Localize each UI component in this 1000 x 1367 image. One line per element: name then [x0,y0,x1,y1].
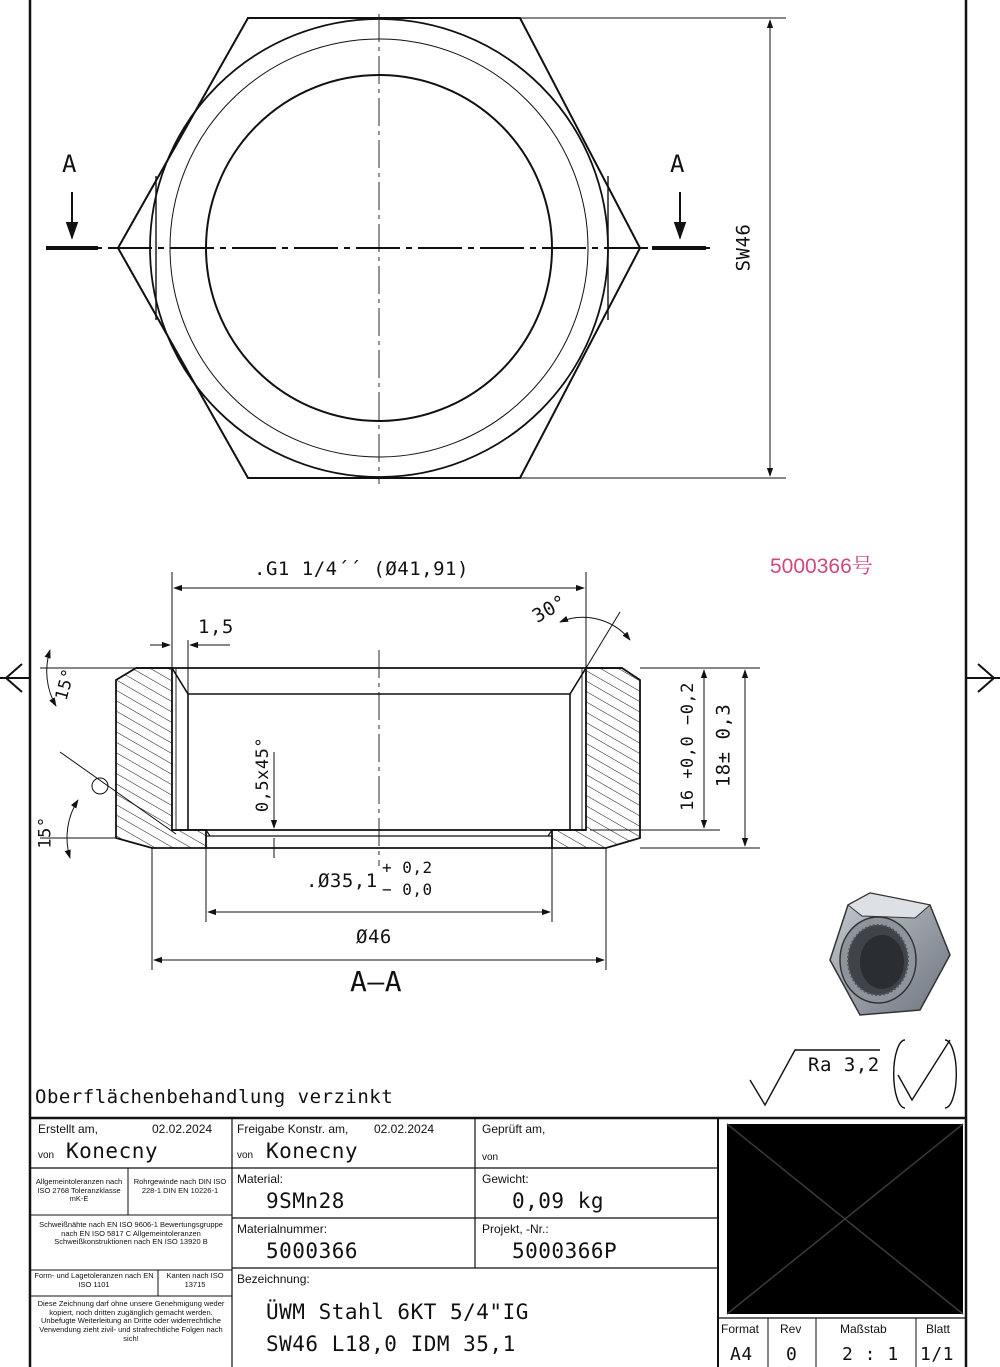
dim-angle-left-bottom: 15° [35,816,56,849]
dim-bore-diameter: .Ø35,1 [306,870,378,892]
checked-von: von [482,1152,499,1163]
material-value: 9SMn28 [266,1189,345,1213]
format-value: A4 [730,1344,753,1365]
release-von: von [237,1150,254,1161]
part-number-stamp: 5000366号 [770,555,873,578]
weld-note: Schweißnähte nach EN ISO 9606-1 Bewertungsgruppe nach EN ISO 5817 C Allgemeintoleranzen Schweißkonstruktionen nach EN ISO 13920 B [39,1220,223,1247]
created-von: von [38,1150,55,1161]
created-date: 02.02.2024 [152,1122,213,1136]
copyright-note: Diese Zeichnung darf ohne unsere Genehmigung weder kopiert, noch dritten zugänglich gemacht werden. Unbefugte Weiterleitung an Dritte oder widerrechtliche Verwendung zieht zivil- und strafrechtliche Folgen nach sich! [37,1299,225,1343]
designation-line-1: ÜWM Stahl 6KT 5/4"IG [266,1300,529,1324]
sheet-label: Blatt [926,1322,951,1336]
release-label: Freigabe Konstr. am, [237,1122,349,1136]
created-label: Erstellt am, [38,1122,99,1136]
form-tolerance: Form- und Lagetoleranzen nach EN ISO 1101 [34,1271,154,1289]
project-label: Projekt, -Nr.: [482,1222,549,1236]
dim-bore-tol-lower: − 0,0 [382,880,433,899]
matno-value: 5000366 [266,1239,359,1263]
dim-outer-diameter: Ø46 [356,926,392,948]
section-marker-left: A [62,150,77,178]
weight-value: 0,09 kg [512,1189,605,1213]
roughness-general-icon [894,1040,957,1108]
dim-height-inner: 16 +0,0 −0,2 [677,682,698,811]
designation-label: Bezeichnung: [237,1272,310,1286]
section-label: A–A [350,965,403,998]
rev-label: Rev [780,1322,802,1336]
scale-label: Maßstab [840,1322,887,1336]
section-marker-right: A [670,150,685,178]
dim-chamfer-width: 1,5 [198,616,234,638]
dimension-bore-35-1 [206,848,552,922]
dim-bore-tol-upper: + 0,2 [382,858,433,877]
dim-across-flats: SW46 [732,223,755,272]
top-view-hexagon [46,14,710,484]
edges-note: Kanten nach ISO 13715 [166,1271,224,1289]
tolerance-thread: Rohrgewinde nach DIN ISO 228-1 DIN EN 10226-1 [133,1177,227,1195]
logo-placeholder [727,1124,963,1314]
centering-mark-left [0,664,30,692]
dim-height-total: 18± 0,3 [712,703,735,788]
project-value: 5000366P [512,1239,618,1263]
sheet-value: 1/1 [920,1344,955,1365]
dimension-height-18 [640,668,760,848]
checked-label: Geprüft am, [482,1122,546,1136]
release-date: 02.02.2024 [374,1122,435,1136]
matno-label: Materialnummer: [237,1222,328,1236]
section-view [116,650,640,866]
designation-line-2: SW46 L18,0 IDM 35,1 [266,1332,516,1356]
dim-angle-left-top: 15° [51,666,80,703]
format-label: Format [721,1322,760,1336]
dimension-outer-46 [152,848,606,970]
dimension-angle-30 [560,612,630,668]
weight-label: Gewicht: [482,1172,529,1186]
roughness-value: Ra 3,2 [808,1054,880,1076]
surface-treatment: Oberflächenbehandlung verzinkt [35,1086,394,1108]
dim-thread: .G1 1/4´´ (Ø41,91) [254,558,469,580]
created-by: Konecny [66,1139,159,1163]
tolerance-general: Allgemeintoleranzen nach ISO 2768 Toleranzklasse mK-E [35,1177,123,1204]
dim-angle-top: 30° [528,590,571,628]
scale-value: 2 : 1 [842,1344,899,1365]
material-label: Material: [237,1172,284,1186]
centering-mark-right [966,664,1000,692]
dim-inner-chamfer: 0,5x45° [253,736,274,813]
release-by: Konecny [266,1139,359,1163]
nut-3d-icon [830,893,950,1015]
rev-value: 0 [786,1344,798,1365]
